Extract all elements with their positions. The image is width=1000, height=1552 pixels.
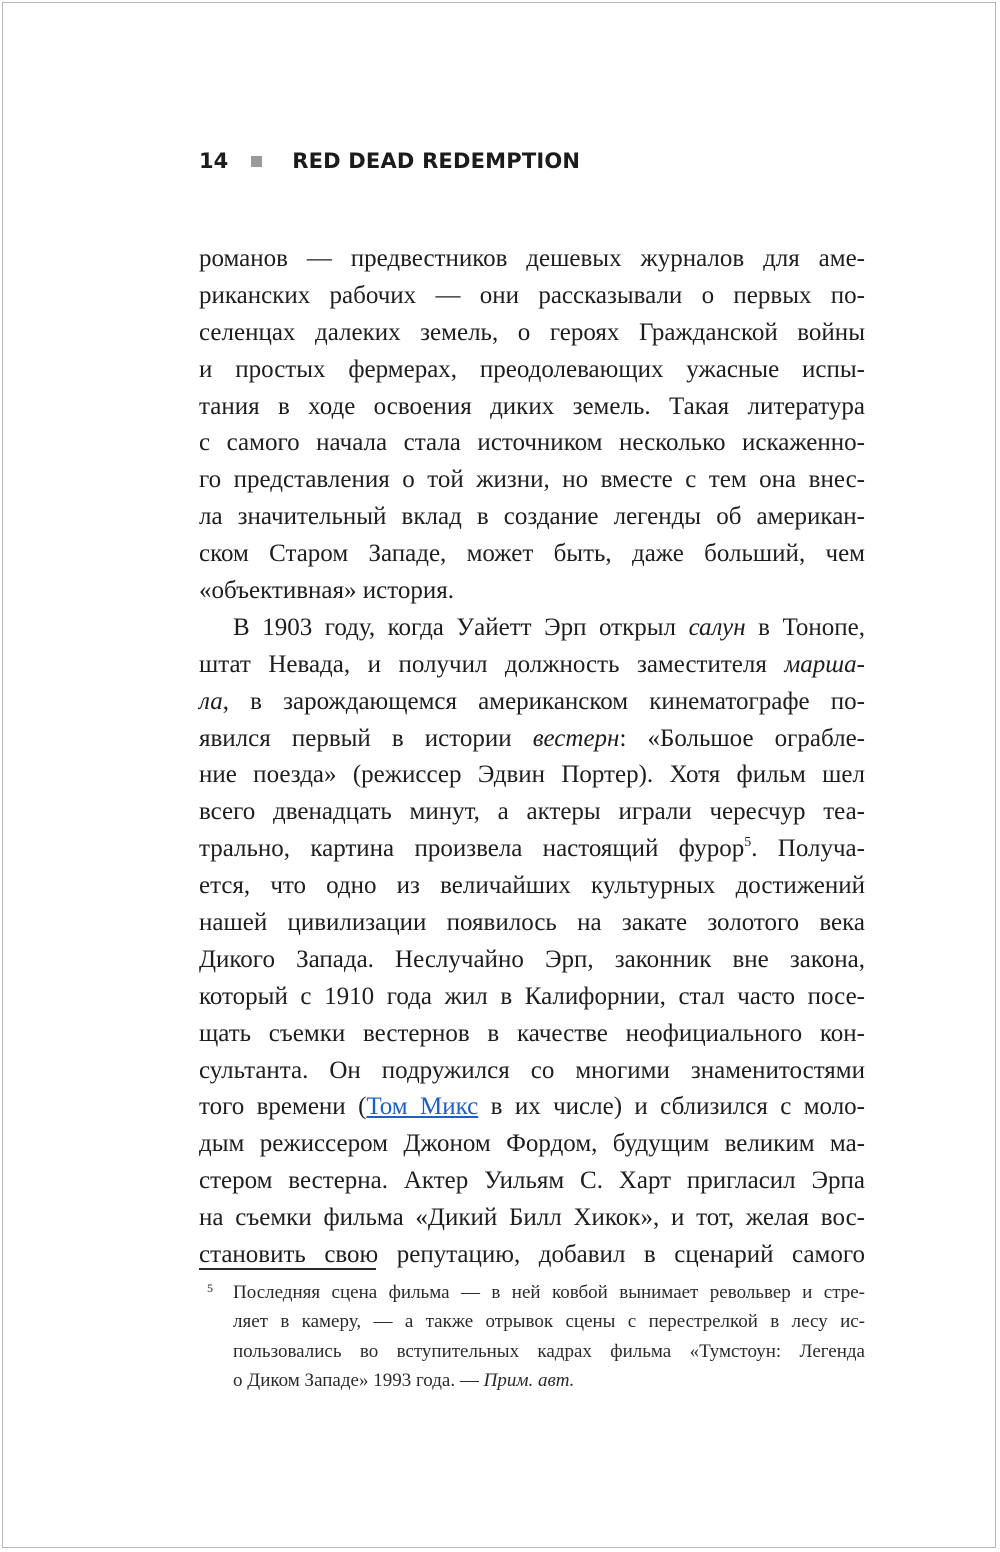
text-line: дым режиссером Джоном Фордом, будущим великим ма- [199,1130,865,1158]
text-line: «объективная» история. [199,577,454,605]
page [2,2,996,1548]
text-line: В 1903 году, когда Уайетт Эрп открыл салун в Тонопе, [233,613,865,641]
footnote [199,1278,865,1396]
text-line: трально, картина произвела настоящий фурор$^5$. Получа- [199,835,865,863]
footnote-line: о Диком Западе» 1993 года. — Прим. авт. [233,1370,575,1392]
footnote-reference[interactable]: 5 [744,835,752,851]
text-line: нашей цивилизации появилось на закате золотого века [199,909,865,937]
text-line: штат Невада, и получил должность заместителя марша- [199,650,865,678]
text-line: который с 1910 года жил в Калифорнии, стал часто посе- [199,982,865,1010]
text-line: ла, в зарождающемся американском кинематографе по- [199,687,865,715]
running-header [199,146,580,176]
footnote-line: ляет в камеру, — а также отрывок сцены с перестрелкой в лесу ис- [233,1311,865,1333]
text-line: на съемки фильма «Дикий Билл Хикок», и тот, желая вос- [199,1204,865,1232]
text-line: ется, что одно из величайших культурных достижений [199,872,865,900]
text-line: Дикого Запада. Неслучайно Эрп, законник вне закона, [199,945,865,973]
footnote-divider [199,1268,376,1270]
text-line: с самого начала стала источником несколько искаженно- [199,429,865,457]
text-line: явился первый в истории вестерн: «Большое ограбле- [199,724,865,752]
text-line: ла значительный вклад в создание легенды об американ- [199,503,865,531]
footnote-marker: 5 [207,1281,213,1295]
text-line: и простых фермерах, преодолевающих ужасные испы- [199,355,865,383]
text-line: всего двенадцать минут, а актеры играли чересчур теа- [199,798,865,826]
footnote-line: Последняя сцена фильма — в ней ковбой вынимает револьвер и стре- [233,1282,865,1303]
text-line: го представления о той жизни, но вместе с тем она внес- [199,466,865,494]
text-line: щать съемки вестернов в качестве неофициального кон- [199,1019,865,1047]
main-text [199,241,865,1274]
text-line: романов — предвестников дешевых журналов для аме- [199,245,865,272]
text-line: тания в ходе освоения диких земель. Такая литература [199,392,865,420]
tom-mix-link[interactable]: Том Микс [366,1093,479,1121]
paragraph-2 [199,610,865,1274]
text-line: селенцах далеких земель, о героях Гражданской войны [199,318,865,346]
text-line: ском Старом Западе, может быть, даже больший, чем [199,540,865,568]
text-line: становить свою репутацию, добавил в сценарий самого [199,1241,865,1269]
text-line: стером вестерна. Актер Уильям С. Харт пригласил Эрпа [199,1167,865,1195]
paragraph-1 [199,241,865,610]
text-line: того времени (Том Микс в их числе) и сблизился с моло- [199,1093,865,1121]
square-separator-icon [251,156,262,167]
text-line: риканских рабочих — они рассказывали о первых по- [199,281,865,309]
text-line: ние поезда» (режиссер Эдвин Портер). Хотя фильм шел [199,761,865,789]
text-line: сультанта. Он подружился со многими знаменитостями [199,1056,865,1084]
book-title: RED DEAD REDEMPTION [292,149,581,173]
page-number: 14 [199,149,229,173]
footnote-line: пользовались во вступительных кадрах фильма «Тумстоун: Легенда [233,1340,865,1362]
